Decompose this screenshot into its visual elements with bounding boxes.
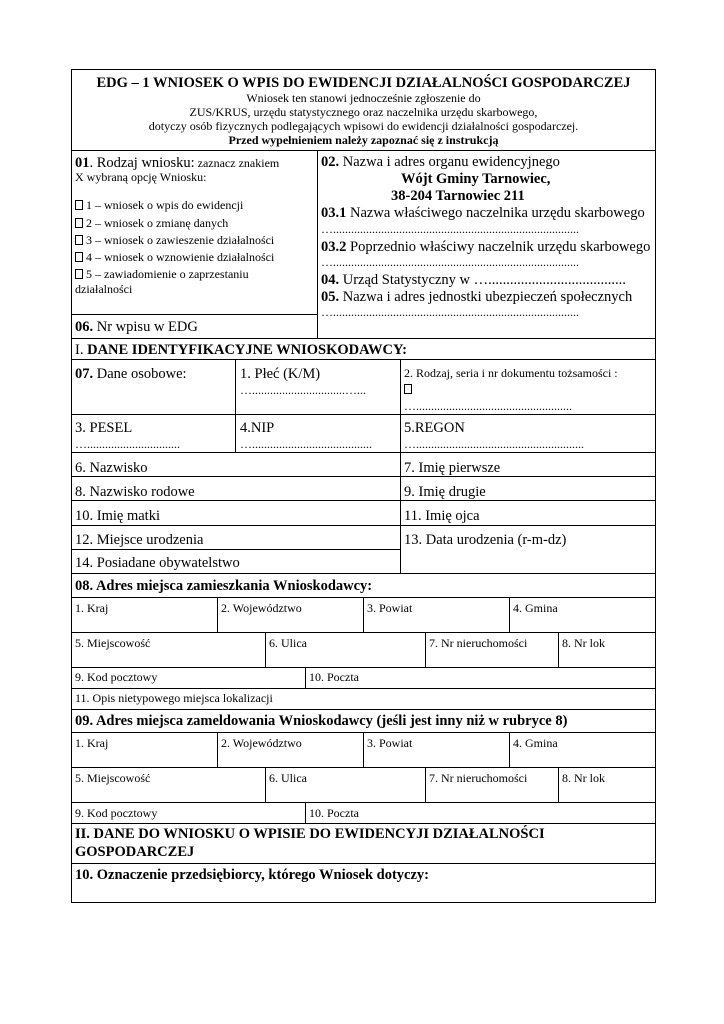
birthdate-field[interactable]: 13. Data urodzenia (r-m-dz) — [404, 532, 567, 548]
pesel-field[interactable]: …............................... — [75, 437, 180, 451]
tax-office-label: 03.1 Nazwa właściwego naczelnika urzędu skarbowego — [321, 205, 645, 221]
gender-label: 1. Płeć (K/M) — [240, 366, 321, 382]
residence-address-title: 08. Adres miejsca zamieszkania Wnioskodawcy: — [75, 578, 373, 594]
header-line-2: ZUS/KRUS, urzędu statystycznego oraz naczelnika urzędu skarbowego, — [189, 105, 538, 119]
insurance-field[interactable]: ….................................................................................. — [321, 305, 579, 319]
organ-address: 38-204 Tarnowiec 211 — [391, 188, 525, 204]
res-city-field[interactable]: 5. Miejscowość — [75, 636, 151, 650]
reg-property-number-field[interactable]: 7. Nr nieruchomości — [429, 771, 528, 785]
checkbox-option-4[interactable] — [75, 252, 83, 262]
regon-field[interactable]: …........................................................ — [404, 437, 584, 451]
birthplace-field[interactable]: 12. Miejsce urodzenia — [75, 532, 204, 548]
checkbox-option-2[interactable] — [75, 218, 83, 228]
res-voivodeship-field[interactable]: 2. Województwo — [221, 601, 302, 615]
citizenship-field[interactable]: 14. Posiadane obywatelstwo — [75, 555, 240, 571]
request-option-2[interactable]: 2 – wniosek o zmianę danych — [75, 217, 228, 231]
id-document-checkbox[interactable] — [404, 383, 415, 397]
res-location-description-field[interactable]: 11. Opis nietypowego miejsca lokalizacji — [75, 691, 273, 705]
edg-entry-number[interactable]: 06. Nr wpisu w EDG — [75, 319, 198, 335]
res-county-field[interactable]: 3. Powiat — [367, 601, 413, 615]
reg-street-field[interactable]: 6. Ulica — [269, 771, 307, 785]
regon-label: 5.REGON — [404, 420, 465, 436]
checkbox-option-3[interactable] — [75, 235, 83, 245]
nip-field[interactable]: …........................................ — [240, 437, 372, 451]
registration-address-title: 09. Adres miejsca zameldowania Wnioskodawcy (jeśli jest inny niż w rubryce 8) — [75, 713, 568, 729]
res-commune-field[interactable]: 4. Gmina — [513, 601, 558, 615]
request-type-hint: X wybraną opcję Wniosku: — [75, 170, 207, 184]
personal-data-label: 07. Dane osobowe: — [75, 366, 187, 382]
section-ii-title-line1: II. DANE DO WNIOSKU O WPISIE DO EWIDENCYJI DZIAŁALNOŚCI — [75, 826, 545, 842]
id-document-field[interactable]: ….................................................... — [404, 399, 572, 413]
reg-country-field[interactable]: 1. Kraj — [75, 736, 109, 750]
checkbox-option-5[interactable] — [75, 269, 83, 279]
res-post-office-field[interactable]: 10. Poczta — [309, 670, 359, 684]
reg-post-office-field[interactable]: 10. Poczta — [309, 806, 359, 820]
request-type-label: 01. Rodzaj wniosku: zaznacz znakiem — [75, 155, 280, 171]
reg-city-field[interactable]: 5. Miejscowość — [75, 771, 151, 785]
prev-tax-office-field[interactable]: ….................................................................................. — [321, 255, 579, 269]
organ-label: 02. Nazwa i adres organu ewidencyjnego — [321, 154, 560, 170]
reg-postal-code-field[interactable]: 9. Kod pocztowy — [75, 806, 158, 820]
nip-label: 4.NIP — [240, 420, 275, 436]
checkbox-id-document[interactable] — [404, 384, 412, 394]
first-name-field[interactable]: 7. Imię pierwsze — [404, 460, 501, 476]
request-option-5[interactable]: 5 – zawiadomienie o zaprzestaniu — [75, 268, 249, 282]
mother-name-field[interactable]: 10. Imię matki — [75, 508, 160, 524]
pesel-label: 3. PESEL — [75, 420, 133, 436]
request-option-4[interactable]: 4 – wniosek o wznowienie działalności — [75, 251, 274, 265]
tax-office-field[interactable]: ….................................................................................. — [321, 222, 579, 236]
organ-name: Wójt Gminy Tarnowiec, — [401, 171, 551, 187]
section-i-title: I. DANE IDENTYFIKACYJNE WNIOSKODAWCY: — [75, 342, 407, 358]
reg-county-field[interactable]: 3. Powiat — [367, 736, 413, 750]
checkbox-option-1[interactable] — [75, 200, 83, 210]
reg-apartment-field[interactable]: 8. Nr lok — [562, 771, 605, 785]
request-option-3[interactable]: 3 – wniosek o zawieszenie działalności — [75, 234, 274, 248]
res-country-field[interactable]: 1. Kraj — [75, 601, 109, 615]
request-option-5-cont: działalności — [75, 282, 133, 296]
edg-form — [71, 69, 656, 903]
family-name-field[interactable]: 8. Nazwisko rodowe — [75, 484, 195, 500]
header-instruction: Przed wypełnieniem należy zapoznać się z instrukcją — [228, 133, 499, 147]
reg-commune-field[interactable]: 4. Gmina — [513, 736, 558, 750]
gender-field[interactable]: …...............................…... — [240, 383, 366, 397]
reg-voivodeship-field[interactable]: 2. Województwo — [221, 736, 302, 750]
request-option-1[interactable]: 1 – wniosek o wpis do ewidencji — [75, 199, 243, 213]
surname-field[interactable]: 6. Nazwisko — [75, 460, 148, 476]
insurance-label: 05. Nazwa i adres jednostki ubezpieczeń społecznych — [321, 289, 633, 305]
stat-office-field[interactable]: 04. Urząd Statystyczny w …...................................... — [321, 272, 626, 288]
res-apartment-field[interactable]: 8. Nr lok — [562, 636, 605, 650]
header-line-3: dotyczy osób fizycznych podlegających wpisowi do ewidencji działalności gospodarczej. — [148, 119, 579, 133]
res-street-field[interactable]: 6. Ulica — [269, 636, 307, 650]
header-line-1: Wniosek ten stanowi jednocześnie zgłoszenie do — [246, 91, 481, 105]
father-name-field[interactable]: 11. Imię ojca — [404, 508, 480, 524]
entrepreneur-designation-label: 10. Oznaczenie przedsiębiorcy, którego Wniosek dotyczy: — [75, 867, 430, 883]
res-property-number-field[interactable]: 7. Nr nieruchomości — [429, 636, 528, 650]
id-document-label: 2. Rodzaj, seria i nr dokumentu tożsamości : — [404, 366, 618, 380]
second-name-field[interactable]: 9. Imię drugie — [404, 484, 486, 500]
form-title: EDG – 1 WNIOSEK O WPIS DO EWIDENCJI DZIAŁALNOŚCI GOSPODARCZEJ — [96, 75, 631, 91]
res-postal-code-field[interactable]: 9. Kod pocztowy — [75, 670, 158, 684]
section-ii-title-line2: GOSPODARCZEJ — [75, 844, 195, 860]
prev-tax-office-label: 03.2 Poprzednio właściwy naczelnik urzędu skarbowego — [321, 239, 651, 255]
